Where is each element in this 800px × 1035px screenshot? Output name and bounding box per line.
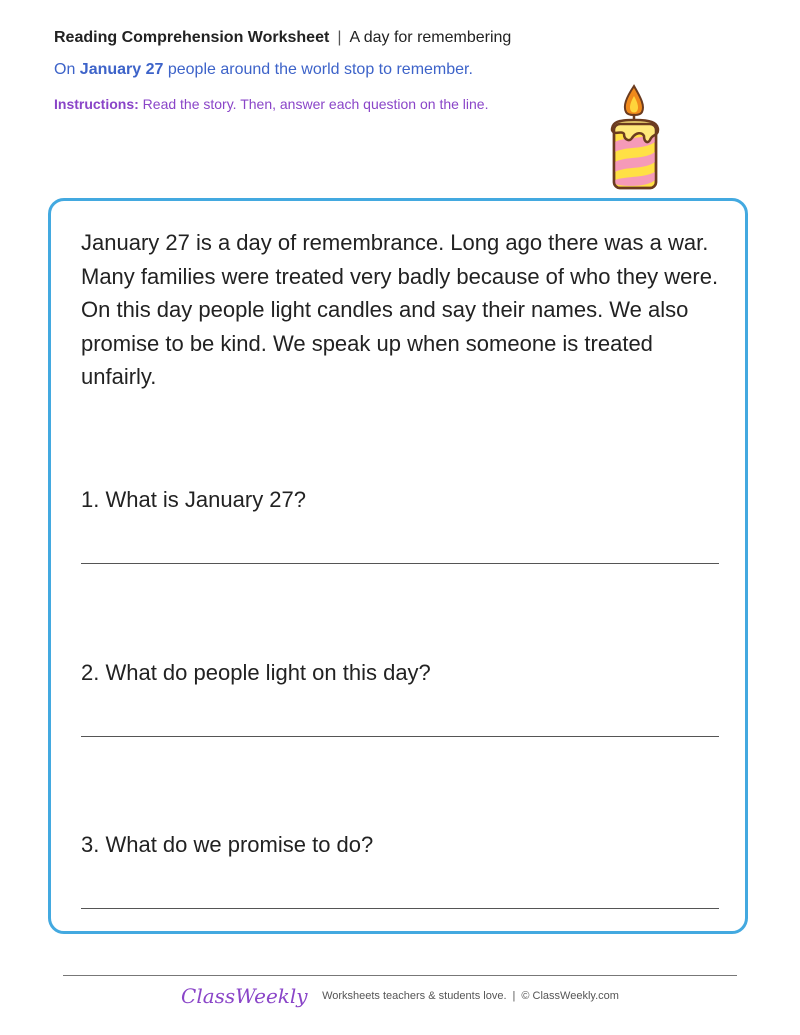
intro-line xyxy=(54,60,473,80)
footer-tagline: Worksheets teachers & students love. xyxy=(322,990,507,1002)
answer-line-1[interactable] xyxy=(81,563,719,564)
instructions-label: Instructions: xyxy=(54,96,139,112)
footer xyxy=(0,984,800,1008)
worksheet-header xyxy=(54,28,511,48)
answer-line-3[interactable] xyxy=(81,908,719,909)
header-separator: | xyxy=(337,29,342,46)
footer-copyright: © ClassWeekly.com xyxy=(521,990,619,1002)
footer-tagline-group xyxy=(322,990,619,1002)
footer-separator: | xyxy=(512,990,516,1002)
worksheet-subtitle: A day for remembering xyxy=(349,29,512,46)
question-2: 2. What do people light on this day? xyxy=(81,660,431,685)
worksheet-title: Reading Comprehension Worksheet xyxy=(54,29,330,46)
intro-date: January 27 xyxy=(79,61,164,78)
intro-prefix: On xyxy=(54,61,76,78)
instructions xyxy=(54,94,494,115)
question-1: 1. What is January 27? xyxy=(81,487,307,512)
brand-logo: ClassWeekly xyxy=(181,984,308,1008)
answer-line-2[interactable] xyxy=(81,736,719,737)
instructions-text: Read the story. Then, answer each question on the line. xyxy=(142,96,489,112)
footer-divider xyxy=(63,975,737,976)
question-3: 3. What do we promise to do? xyxy=(81,832,374,857)
intro-suffix: people around the world stop to remember. xyxy=(167,61,473,78)
story-text: January 27 is a day of remembrance. Long ago there was a war. Many families were treated very badly because of who they were. On this day people light candles and say their names. We also promise to be kind. We speak up when someone is treated unfairly. xyxy=(81,230,719,389)
candle-icon xyxy=(596,84,672,192)
